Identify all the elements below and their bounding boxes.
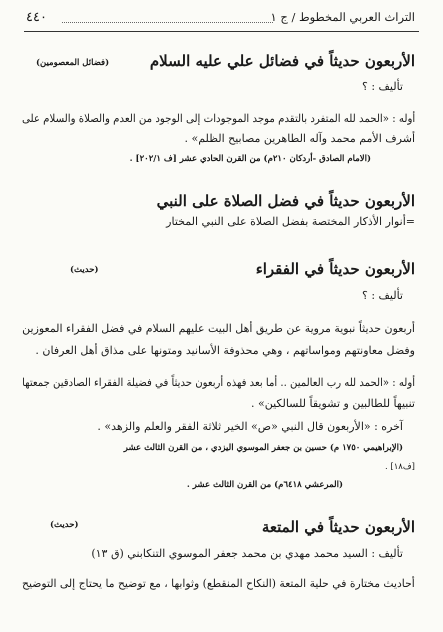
header-rule [24, 31, 419, 32]
text-line: أحاديث مختارة في حلية المتعة (النكاح المنقطع) وثوابها ، مع توضيح ما يحتاج إلى التوضيح [22, 577, 415, 590]
header-dotted-leader [62, 22, 273, 23]
text-line: وفضل معاونتهم ومواساتهم ، وهي محذوفة الأسانيد ومتونها على مذاق أهل العرفان . [35, 344, 415, 357]
section-tag: (حديث) [50, 520, 79, 530]
section-title: الأربعون حديثاً في المتعة [261, 518, 415, 536]
author-line: تأليف : ؟ [361, 80, 403, 93]
running-title: التراث العربي المخطوط / ج ١ [270, 10, 415, 24]
section-tag: (حديث) [70, 265, 99, 275]
text-line: أوله : «الحمد لله رب العالمين .. أما بعد فهذه أربعون حديثاً في فضيلة الفقراء الصادقين جمعتها [22, 376, 415, 389]
section-tag: (فضائل المعصومين) [36, 58, 110, 68]
text-line: أشرف الأمم محمد وآله الطاهرين مصابيح الظلم» . [184, 132, 415, 145]
section-title: الأربعون حديثاً في الفقراء [255, 260, 415, 278]
section-title: الأربعون حديثاً في فضائل علي عليه السلام [149, 52, 415, 70]
manuscript-note: (الإبراهيمي ١٧٥٠ م) حسين بن جعفر الموسوي اليزدي ، من القرن الثالث عشر [123, 443, 403, 453]
author-line: تأليف : السيد محمد مهدي بن محمد جعفر الموسوي التنكابني (ق ١٣) [91, 547, 403, 560]
text-line: أوله : «الحمد لله المتفرد بالتقدم موجد الموجودات إلى الوجود من العدم والصلاة والسلام على [21, 112, 415, 125]
manuscript-note: [ف١٨] . [384, 462, 415, 472]
text-line: أربعون حديثاً نبوية مروية عن طريق أهل البيت عليهم السلام في فضل الفقراء المعوزين [22, 322, 415, 335]
manuscript-note: (المرعشي ٦٤١٨م) من القرن الثالث عشر . [186, 480, 343, 490]
text-line: آخره : «الأربعون قال النبي «ص» الخير ثلاثة الفقر والعلم والزهد» . [97, 420, 403, 433]
text-line: تنبيهاً للطالبين و تشويقاً للسالكين» . [250, 397, 415, 410]
cross-reference: =أنوار الأذكار المختصة بفضل الصلاة على النبي المختار [166, 215, 415, 228]
page-number: ٤٤٠ [26, 10, 47, 25]
section-title: الأربعون حديثاً في فضل الصلاة على النبي [156, 192, 415, 210]
author-line: تأليف : ؟ [361, 289, 403, 302]
manuscript-note: (الامام الصادق -أردكان ٢١٠م) من القرن الحادي عشر [ف ٢٠٢/١] . [129, 154, 371, 164]
